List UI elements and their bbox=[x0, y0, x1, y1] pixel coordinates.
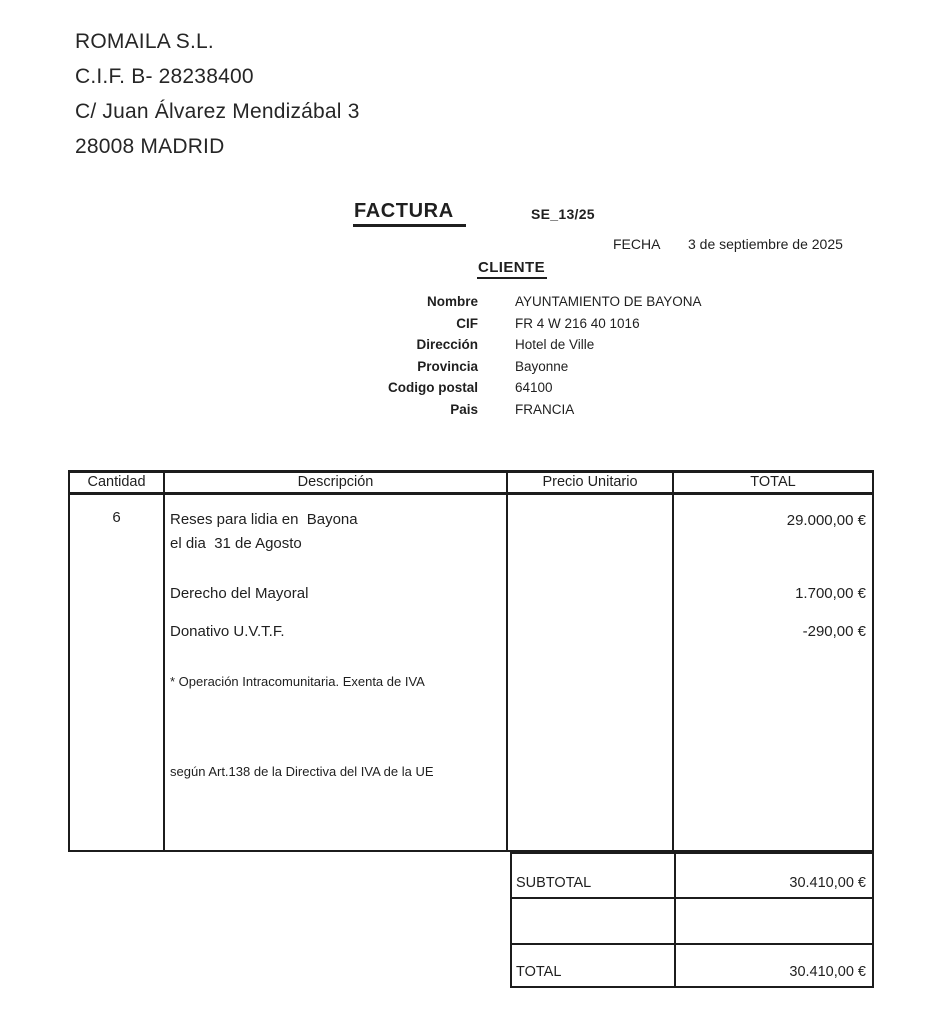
items-table bbox=[68, 470, 874, 852]
footnote-line: * Operación Intracomunitaria. Exenta de IVA bbox=[170, 674, 425, 689]
invoice-number: SE_13/25 bbox=[531, 206, 595, 222]
total-label: TOTAL bbox=[512, 945, 676, 986]
column-header-precio-unitario: Precio Unitario bbox=[508, 473, 674, 495]
client-field-label: Provincia bbox=[417, 358, 478, 374]
invoice-title bbox=[353, 200, 466, 227]
totals-empty-label-cell bbox=[512, 899, 676, 945]
client-field-value: Hotel de Ville bbox=[515, 337, 595, 352]
client-section-title-text: CLIENTE bbox=[477, 259, 547, 279]
vat-exemption-footnote bbox=[170, 607, 434, 847]
total-column bbox=[674, 495, 872, 850]
company-name: ROMAILA S.L. bbox=[75, 30, 214, 53]
client-section-title bbox=[477, 259, 547, 279]
client-field-row bbox=[200, 377, 702, 399]
client-field-label: Pais bbox=[450, 401, 478, 417]
client-field-label: CIF bbox=[456, 315, 478, 331]
column-header-total: TOTAL bbox=[674, 473, 872, 495]
item-quantity: 6 bbox=[112, 509, 121, 526]
total-value: 30.410,00 € bbox=[789, 964, 866, 980]
invoice-date-value: 3 de septiembre de 2025 bbox=[688, 236, 843, 252]
company-block bbox=[75, 24, 360, 164]
client-field-row bbox=[200, 334, 702, 356]
invoice-date-label: FECHA bbox=[613, 236, 661, 252]
footnote-line: según Art.138 de la Directiva del IVA de la UE bbox=[170, 764, 434, 779]
item-description: Derecho del Mayoral bbox=[170, 585, 309, 602]
subtotal-value: 30.410,00 € bbox=[676, 854, 872, 899]
company-cif: C.I.F. B- 28238400 bbox=[75, 65, 254, 88]
totals-table bbox=[510, 852, 874, 988]
totals-empty-value-cell bbox=[676, 899, 872, 945]
item-total: 29.000,00 € bbox=[786, 512, 866, 529]
client-field-value: 64100 bbox=[515, 380, 553, 395]
client-field-row bbox=[200, 356, 702, 378]
company-street: C/ Juan Álvarez Mendizábal 3 bbox=[75, 100, 360, 123]
company-city: 28008 MADRID bbox=[75, 135, 225, 158]
subtotal-label: SUBTOTAL bbox=[512, 854, 676, 899]
item-total: -290,00 € bbox=[802, 623, 866, 640]
column-header-cantidad: Cantidad bbox=[70, 473, 165, 495]
client-field-value: Bayonne bbox=[515, 358, 569, 374]
item-description: el dia 31 de Agosto bbox=[170, 535, 302, 552]
item-total: 1.700,00 € bbox=[795, 585, 866, 602]
invoice-title-text: FACTURA bbox=[353, 200, 466, 227]
client-field-label: Dirección bbox=[416, 337, 478, 352]
unit-price-column bbox=[508, 495, 674, 850]
description-column bbox=[165, 495, 508, 850]
client-field-value: FRANCIA bbox=[515, 401, 575, 417]
client-field-label: Codigo postal bbox=[388, 380, 478, 395]
client-field-row bbox=[200, 399, 702, 421]
client-field-label: Nombre bbox=[426, 294, 478, 309]
client-fields bbox=[200, 291, 702, 420]
client-field-value: FR 4 W 216 40 1016 bbox=[515, 315, 640, 331]
client-field-row bbox=[200, 313, 702, 335]
column-header-descripcion: Descripción bbox=[165, 473, 508, 495]
client-field-row bbox=[200, 291, 702, 313]
item-description: Donativo U.V.T.F. bbox=[170, 623, 285, 640]
quantity-column bbox=[70, 495, 165, 850]
client-field-value: AYUNTAMIENTO DE BAYONA bbox=[515, 294, 702, 309]
item-description: Reses para lidia en Bayona bbox=[170, 511, 358, 528]
